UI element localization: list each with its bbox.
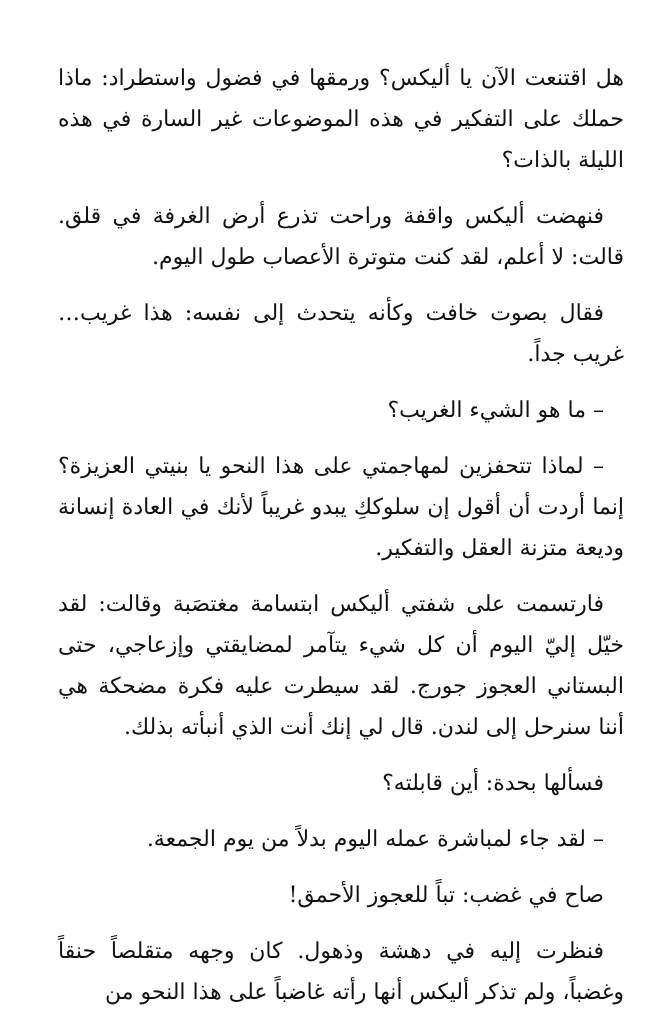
paragraph-3: فقال بصوت خافت وكأنه يتحدث إلى نفسه: هذا غريب… غريب جداً. [58, 301, 624, 367]
paragraph-1: هل اقتنعت الآن يا أليكس؟ ورمقها في فضول واستطراد: ماذا حملك على التفكير في هذه الموضوعات غير السارة في هذه الليلة بالذات؟ [58, 66, 624, 173]
paragraph-9: صاح في غضب: تباً للعجوز الأحمق! [288, 883, 604, 908]
paragraph-6: فارتسمت على شفتي أليكس ابتسامة مغتصَبة وقالت: لقد خيّل إليّ اليوم أن كل شيء يتآمر لمضايقتي وإزعاجي، حتى البستاني العجوز جورج. لقد سيطرت عليه فكرة مضحكة هي أننا سنرحل إلى لندن. قال لي إنك أنت الذي أنبأته بذلك. [58, 592, 624, 740]
paragraph-5: – لماذا تتحفزين لمهاجمتي على هذا النحو يا بنيتي العزيزة؟ إنما أردت أن أقول إن سلوككِ يبدو غريباً لأنك في العادة إنسانة وديعة متزنة العقل والتفكير. [58, 454, 624, 561]
book-page-text [58, 58, 624, 1028]
paragraph-2: فنهضت أليكس واقفة وراحت تذرع أرض الغرفة في قلق. قالت: لا أعلم، لقد كنت متوترة الأعصاب طول اليوم. [58, 204, 624, 270]
paragraph-4: – ما هو الشيء الغريب؟ [387, 398, 604, 423]
paragraph-8: – لقد جاء لمباشرة عمله اليوم بدلاً من يوم الجمعة. [146, 827, 604, 852]
paragraph-10: فنظرت إليه في دهشة وذهول. كان وجهه متقلصاً حنقاً وغضباً، ولم تذكر أليكس أنها رأته غاضباً على هذا النحو من [58, 939, 624, 1005]
paragraph-7: فسألها بحدة: أين قابلته؟ [382, 771, 604, 796]
